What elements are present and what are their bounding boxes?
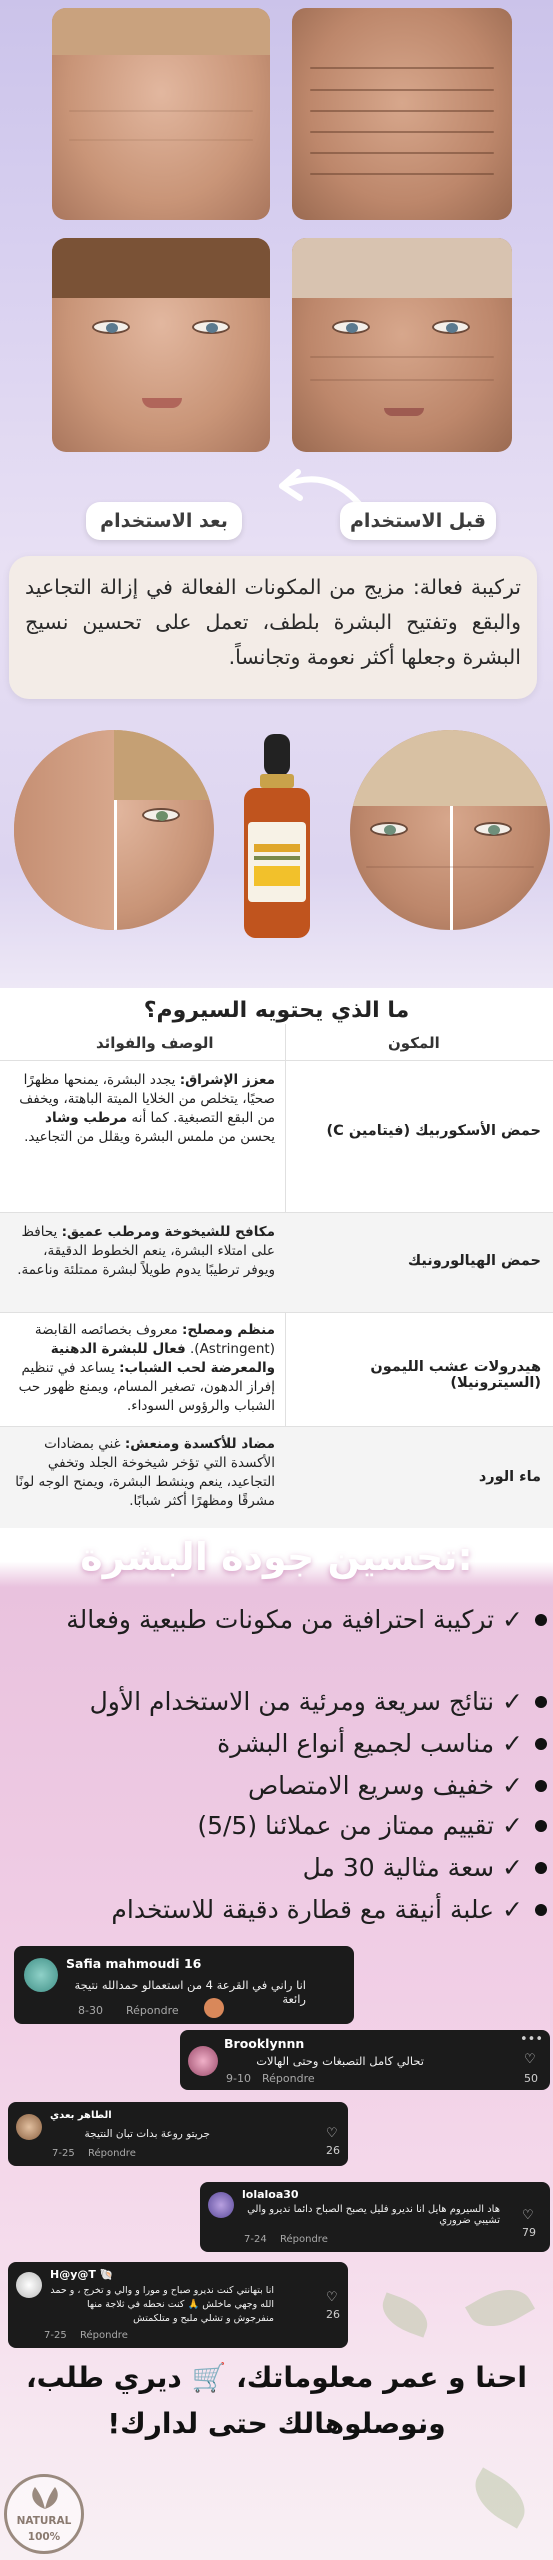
description-box: تركيبة فعالة: مزيج من المكونات الفعالة في إزالة التجاعيد والبقع وتفتيح البشرة بلطف، تعمل على تحسين نسيج البشرة وجعلها أكثر نعومة وتجانساً. [9,556,537,699]
comment-author: lolaloa30 [242,2188,299,2201]
bullet-icon [535,1696,547,1708]
benefit-item: ✓ سعة مثالية 30 مل [3,1848,523,1888]
avatar [208,2192,234,2218]
reply-avatar [204,1998,224,2018]
ingredient-name: ماء الورد [478,1469,541,1485]
table-row [0,1312,553,1426]
badge-label: NATURAL [16,2515,72,2527]
serum-before-after-cheek-photo [14,730,214,930]
table-row [0,1426,553,1528]
benefit-item: ✓ تقييم ممتاز من عملائنا (5/5) [3,1806,523,1846]
benefit-item: ✓ نتائج سريعة ومرئية من الاستخدام الأول [3,1682,523,1722]
ingredient-name: هيدرولات عشب الليمون (السيترونيلا) [370,1359,541,1391]
comment-card [14,1946,354,2024]
comment-card [8,2102,348,2166]
more-icon[interactable]: ••• [520,2032,544,2047]
leaf-icon [25,2485,65,2511]
serum-bottle-image [240,734,314,944]
after-label: بعد الاستخدام [86,502,242,540]
table-title: ما الذي يحتويه السيروم؟ [143,998,410,1023]
comment-author: H@y@T 🐚 [50,2268,114,2281]
leaf-decoration [376,2292,433,2337]
bullet-icon [535,1904,547,1916]
table-row [0,1060,553,1212]
ingredient-description: منظم ومصلح: معروف بخصائصه القابضة (Astringent). فعال للبشرة الدهنية والمعرضة لحب الشباب: يساعد في تنظيم إفراز الدهون، تصغير المسام، ويمنع ظهور حب الشباب والرؤوس السوداء. [18,1322,275,1414]
heart-icon[interactable]: ♡ [326,2290,338,2305]
before-label: قبل الاستخدام [340,502,496,540]
ingredient-description: مكافح للشيخوخة ومرطب عميق: يحافظ على امتلاء البشرة، ينعم الخطوط الدقيقة، ويوفر ترطيبًا يدوم طويلاً لبشرة ممتلئة وناعمة. [17,1224,275,1278]
avatar [16,2114,42,2140]
comment-text: جريتو روعة بدات تبان النتيجة [84,2128,210,2140]
leaf-decoration [465,2467,535,2528]
comment-date: 9-10 [226,2072,251,2085]
comment-date: 7-25 [44,2330,67,2341]
ingredient-name: حمض الأسكوربيك (فيتامين C) [326,1123,541,1139]
like-count: 26 [326,2308,340,2321]
comment-date: 7-24 [244,2234,267,2245]
avatar [24,1958,58,1992]
after-photo-face [52,238,270,452]
ingredient-description: مضاد للأكسدة ومنعش: غني بمضادات الأكسدة التي تؤخر شيخوخة الجلد وتخفي التجاعيد، ينعم وينشط البشرة، ويمنح الوجه لونًا مشرقًا ومظهرًا أكثر شبابًا. [15,1436,275,1509]
comment-author: Brooklynnn [224,2036,305,2051]
benefit-item: ✓ خفيف وسريع الامتصاص [3,1766,523,1806]
avatar [188,2046,218,2076]
heart-icon[interactable]: ♡ [326,2126,338,2141]
comment-card [180,2030,550,2090]
ingredient-name: حمض الهيالورونيك [407,1253,541,1269]
serum-before-after-eye-photo [350,730,550,930]
comment-card [200,2182,550,2252]
comment-author: Safia mahmoudi 16 [66,1956,202,1971]
before-photo-face [292,238,512,452]
avatar [16,2272,42,2298]
like-count: 79 [522,2226,536,2239]
like-count: 26 [326,2144,340,2157]
badge-percent: 100% [27,2531,61,2543]
comment-text: انا راني في القرعة 4 من استعمالو حمدالله نتيجة رائعة [74,1978,306,2006]
reply-button[interactable]: Répondre [262,2072,315,2085]
benefit-item: ✓ مناسب لجميع أنواع البشرة [3,1724,523,1764]
reply-button[interactable]: Répondre [126,2004,179,2017]
bullet-icon [535,1738,547,1750]
leaf-decoration [465,2277,535,2338]
benefit-item: ✓ علبة أنيقة مع قطارة دقيقة للاستخدام [3,1890,523,1930]
bullet-icon [535,1780,547,1792]
call-to-action: احنا و عمر معلوماتك، 🛒 ديري طلب، ونوصلوهالك حتى لدارك! [25,2361,528,2440]
table-row [0,1212,553,1312]
comment-text: تحالي كامل التصبغات وحتى الهالات [256,2054,424,2068]
natural-badge [4,2474,84,2554]
ingredient-description: معزز الإشراق: يجدد البشرة، يمنحها مظهرًا صحيًا، يتخلص من الخلايا الميتة الباهتة، ويخفف من البقع التصبغية. كما أنه مرطب وشاد يحسن من ملمس البشرة ويقلل من التجاعيد. [19,1072,275,1145]
before-photo-forehead [292,8,512,220]
bullet-icon [535,1862,547,1874]
after-photo-forehead [52,8,270,220]
benefit-item: ✓ تركيبة احترافية من مكونات طبيعية وفعالة [3,1600,523,1640]
table-header-description: الوصف والفوائد [96,1034,214,1052]
bullet-icon [535,1820,547,1832]
ingredients-table [0,988,553,1528]
comment-card [8,2262,348,2348]
heart-icon[interactable]: ♡ [522,2208,534,2223]
reply-button[interactable]: Répondre [280,2234,328,2245]
reply-button[interactable]: Répondre [88,2148,136,2159]
bullet-icon [535,1614,547,1626]
table-header-ingredient: المكون [388,1034,440,1052]
heart-icon[interactable]: ♡ [524,2052,536,2067]
comment-date: 8-30 [78,2004,103,2017]
benefits-title: تحسين جودة البشرة: [80,1535,473,1579]
reply-button[interactable]: Répondre [80,2330,128,2341]
like-count: 50 [524,2072,538,2085]
comment-date: 7-25 [52,2148,75,2159]
comment-author: الطاهر بعدي [50,2110,112,2121]
comment-text: انا بتهانتي كنت نديرو صباح و مورا و والي و تخرج ، و حمد الله وجهي ماخلش 🙏 كنت نحطه في ثلاجة منها منفرجوش و تشلي ملبح و متلكمتش [50,2285,274,2324]
comment-text: هاد السيروم هايل انا نديرو فليل يصبح الصباح دائما نديرو والي تشيبي ضروري [247,2204,500,2226]
